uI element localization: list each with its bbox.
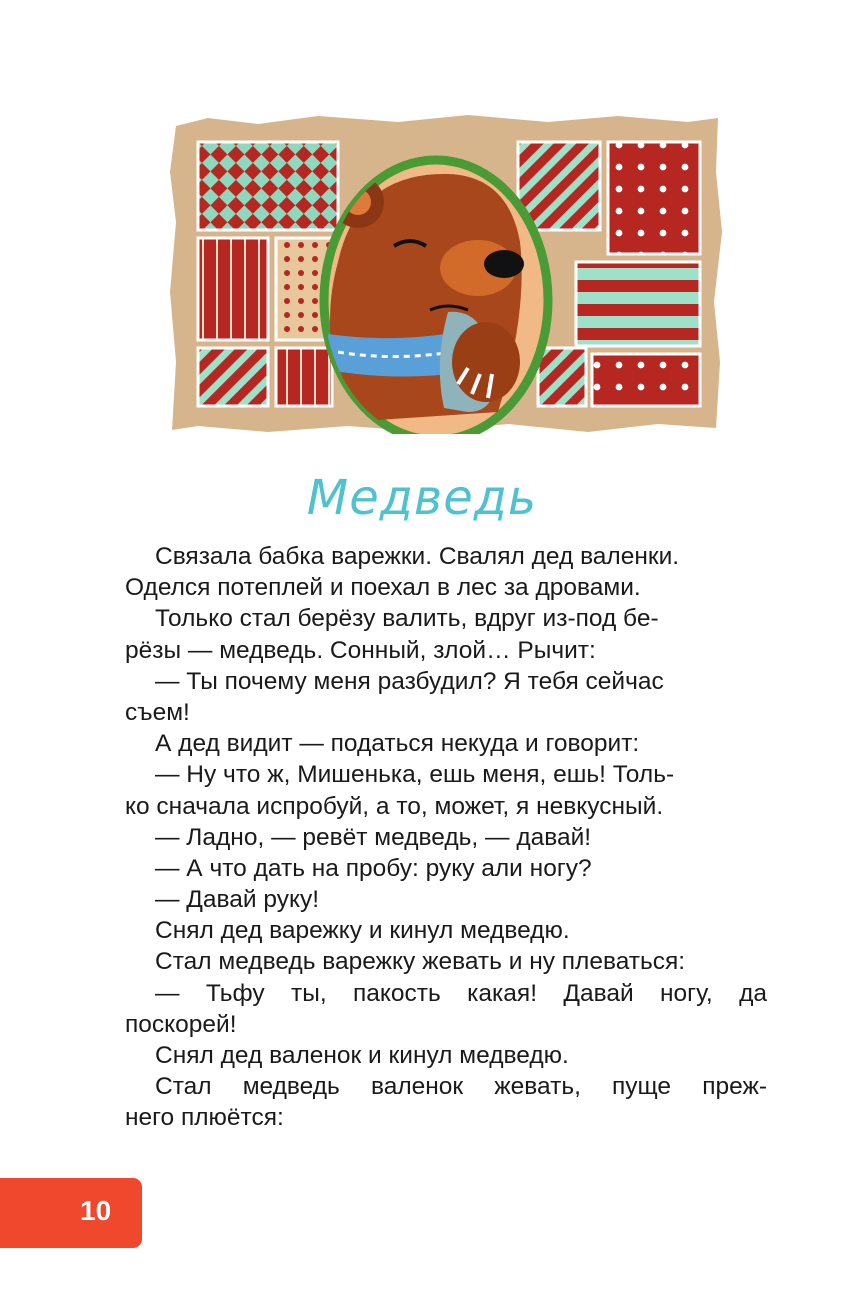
story-line: съем! <box>125 698 190 726</box>
story-line: — Давай руку! <box>155 886 320 914</box>
story-line: — Тьфу ты, пакость какая! Давай ногу, да <box>155 979 767 1007</box>
story-line: Связала бабка варежки. Свалял дед валенки. <box>155 543 680 570</box>
story-line: ко сначала испробуй, а то, может, я невкусный. <box>125 792 664 820</box>
story-line: поскорей! <box>125 1010 237 1038</box>
bear-illustration <box>168 112 724 434</box>
story-line: Стал медведь варежку жевать и ну плеваться: <box>155 948 686 976</box>
story-line: Снял дед валенок и кинул медведю. <box>155 1042 569 1069</box>
story-line: — Ты почему меня разбудил? Я тебя сейчас <box>155 667 664 695</box>
story-line: Стал медведь валенок жевать, пуще преж- <box>155 1073 767 1101</box>
page-number: 10 <box>80 1195 112 1226</box>
story-line: Оделся потеплей и поехал в лес за дровами. <box>125 574 641 602</box>
story-line: него плюётся: <box>125 1104 284 1132</box>
story-line: — Ну что ж, Мишенька, ешь меня, ешь! Толь- <box>155 761 675 789</box>
story-line: Только стал берёзу валить, вдруг из-под бе- <box>155 605 659 633</box>
story-title: Медведь <box>306 470 538 526</box>
story-line: Снял дед варежку и кинул медведю. <box>155 917 570 945</box>
story-line: А дед видит — податься некуда и говорит: <box>155 730 640 758</box>
story-line: рёзы — медведь. Сонный, злой… Рычит: <box>125 636 596 664</box>
page-number-tab <box>0 1178 142 1248</box>
story-line: — А что дать на пробу: руку али ногу? <box>155 854 592 882</box>
story-body <box>125 541 767 1134</box>
story-line: — Ладно, — ревёт медведь, — давай! <box>155 823 592 851</box>
